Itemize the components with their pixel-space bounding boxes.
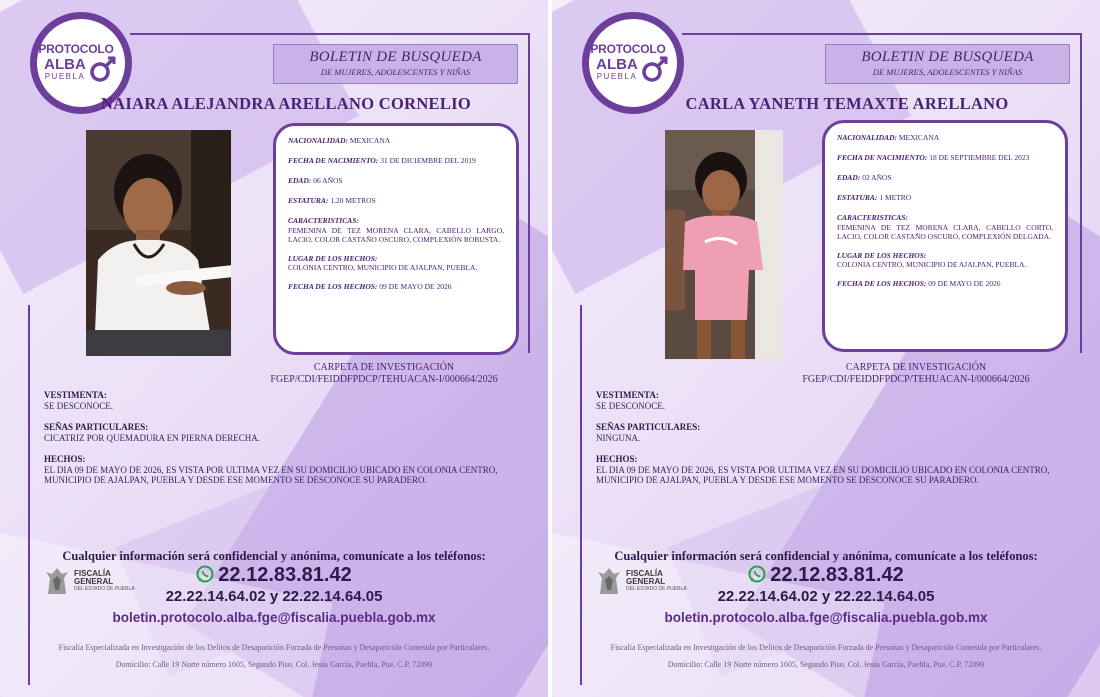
case-file-block — [234, 362, 534, 386]
distinguishing-marks-section: SEÑAS PARTICULARES: NINGUNA. — [596, 422, 701, 443]
fiscalia-logo: FISCALÍA GENERAL DEL ESTADO DE PUEBLA — [44, 566, 135, 596]
whatsapp-icon — [748, 565, 766, 583]
photo-placeholder — [86, 130, 231, 356]
female-symbol-icon — [640, 54, 670, 84]
frame-line — [528, 33, 530, 353]
missing-person-name: CARLA YANETH TEMAXTE ARELLANO — [685, 94, 1009, 113]
confidentiality-note: Cualquier información será confidencial y anónima, comunícate a los teléfonos: — [62, 549, 486, 563]
birthdate-row: FECHA DE NACIMIENTO: 18 DE SEPTIEMBRE DEL 2023 — [837, 153, 1030, 162]
bulletin-subtitle: DE MUJERES, ADOLESCENTES Y NIÑAS — [320, 67, 471, 77]
bulletin-title: BOLETIN DE BUSQUEDA — [309, 49, 482, 65]
logo-text: PUEBLA — [596, 72, 638, 81]
event-date-row: FECHA DE LOS HECHOS: 09 DE MAYO DE 2026 — [837, 278, 1001, 288]
fiscalia-logo: FISCALÍA GENERAL DEL ESTADO DE PUEBLA — [596, 566, 687, 596]
birthdate-row: FECHA DE NACIMIENTO: 31 DE DICIEMBRE DEL 2019 — [288, 156, 476, 165]
footer-agency: Fiscalía Especializada en Investigación de los Delitos de Desaparición Forzada de Personas y Desaparición Cometida por Particulares. — [610, 643, 1042, 652]
missing-person-photo — [665, 130, 783, 359]
contact-email-link[interactable]: boletin.protocolo.alba.fge@fiscalia.puebla.gob.mx — [664, 610, 988, 625]
events-section: HECHOS: EL DIA 09 DE MAYO DE 2026, ES VISTA POR ULTIMA VEZ EN SU DOMICILIO UBICADO EN COLONIA CENTRO, MUNICIPIO DE AJALPAN, PUEBLA Y DESDE ESE MOMENTO SE DESCONOCE SU PARADERO. — [44, 454, 498, 485]
age-row: EDAD: 06 AÑOS — [288, 176, 343, 185]
nationality-row: NACIONALIDAD: MEXICANA — [288, 136, 391, 145]
missing-person-photo — [86, 130, 231, 356]
whatsapp-icon — [196, 565, 214, 583]
confidentiality-note: Cualquier información será confidencial y anónima, comunícate a los teléfonos: — [614, 549, 1038, 563]
frame-line — [580, 305, 582, 685]
eagle-emblem-icon — [596, 566, 622, 596]
clothing-section: VESTIMENTA: SE DESCONOCE. — [44, 390, 114, 411]
footer-address: Domicilio: Calle 19 Norte número 1605, Segundo Piso. Col. Jesús García, Puebla, Pue. C.P. 72090 — [115, 660, 433, 669]
frame-line — [1080, 33, 1082, 353]
missing-person-name: NAIARA ALEJANDRA ARELLANO CORNELIO — [100, 94, 472, 113]
female-symbol-icon — [88, 54, 118, 84]
bulletin-title: BOLETIN DE BUSQUEDA — [861, 49, 1034, 65]
logo-text: PROTOCOLO — [38, 42, 114, 56]
case-file-label: CARPETA DE INVESTIGACIÓN — [313, 362, 455, 373]
event-date-row: FECHA DE LOS HECHOS: 09 DE MAYO DE 2026 — [288, 281, 452, 291]
case-file-number: FGEP/CDI/FEIDDFPDCP/TEHUACAN-I/000664/2026 — [802, 374, 1030, 385]
search-bulletin-poster — [0, 0, 548, 697]
nationality-row: NACIONALIDAD: MEXICANA — [837, 133, 940, 142]
person-info-box — [822, 120, 1068, 352]
secondary-phones[interactable]: 22.22.14.64.02 y 22.22.14.64.05 — [165, 588, 383, 605]
bulletin-title-box — [825, 44, 1070, 84]
frame-line — [28, 305, 30, 685]
bulletin-title-box — [273, 44, 518, 84]
frame-line — [130, 33, 530, 35]
clothing-section: VESTIMENTA: SE DESCONOCE. — [596, 390, 666, 411]
logo-text: ALBA — [596, 56, 638, 73]
height-row: ESTATURA: 1.20 METROS — [288, 196, 376, 205]
main-phone[interactable]: 22.12.83.81.42 — [552, 564, 1100, 587]
bulletin-subtitle: DE MUJERES, ADOLESCENTES Y NIÑAS — [872, 67, 1023, 77]
case-file-block — [766, 362, 1066, 386]
case-file-number: FGEP/CDI/FEIDDFPDCP/TEHUACAN-I/000664/2026 — [270, 374, 498, 385]
case-file-label: CARPETA DE INVESTIGACIÓN — [845, 362, 987, 373]
background-shape — [0, 520, 332, 697]
location-block: LUGAR DE LOS HECHOS: COLONIA CENTRO, MUNICIPIO DE AJALPAN, PUEBLA. — [288, 253, 478, 272]
photo-placeholder — [665, 130, 783, 359]
distinguishing-marks-section: SEÑAS PARTICULARES: CICATRIZ POR QUEMADURA EN PIERNA DERECHA. — [44, 422, 261, 443]
logo-text: ALBA — [44, 56, 86, 73]
search-bulletin-poster — [552, 0, 1100, 697]
location-block: LUGAR DE LOS HECHOS: COLONIA CENTRO, MUNICIPIO DE AJALPAN, PUEBLA. — [837, 250, 1027, 269]
secondary-phones[interactable]: 22.22.14.64.02 y 22.22.14.64.05 — [717, 588, 935, 605]
footer-agency: Fiscalía Especializada en Investigación de los Delitos de Desaparición Forzada de Personas y Desaparición Cometida por Particulares. — [58, 643, 490, 652]
height-row: ESTATURA: 1 METRO — [837, 193, 912, 202]
contact-email-link[interactable]: boletin.protocolo.alba.fge@fiscalia.puebla.gob.mx — [112, 610, 436, 625]
events-section: HECHOS: EL DIA 09 DE MAYO DE 2026, ES VISTA POR ULTIMA VEZ EN SU DOMICILIO UBICADO EN COLONIA CENTRO, MUNICIPIO DE AJALPAN, PUEBLA Y DESDE ESE MOMENTO SE DESCONOCE SU PARADERO. — [596, 454, 1050, 485]
characteristics-block: CARACTERISTICAS: FEMENINA DE TEZ MORENA CLARA, CABELLO CORTO, LACIO, COLOR CASTAÑO OSCURO, COMPLEXIÓN DELGADA. — [837, 213, 1053, 241]
frame-line — [682, 33, 1082, 35]
logo-text: PROTOCOLO — [590, 42, 666, 56]
background-shape — [552, 520, 884, 697]
logo-text: PUEBLA — [44, 72, 86, 81]
age-row: EDAD: 02 AÑOS — [837, 173, 892, 182]
eagle-emblem-icon — [44, 566, 70, 596]
main-phone[interactable]: 22.12.83.81.42 — [0, 564, 548, 587]
footer-address: Domicilio: Calle 19 Norte número 1605, Segundo Piso. Col. Jesús García, Puebla, Pue. C.P. 72090 — [667, 660, 985, 669]
characteristics-block: CARACTERISTICAS: FEMENINA DE TEZ MORENA CLARA, CABELLO LARGO, LACIO, COLOR CASTAÑO OSCURO, COMPLEXIÓN ROBUSTA. — [288, 216, 504, 244]
person-info-box — [273, 123, 519, 355]
